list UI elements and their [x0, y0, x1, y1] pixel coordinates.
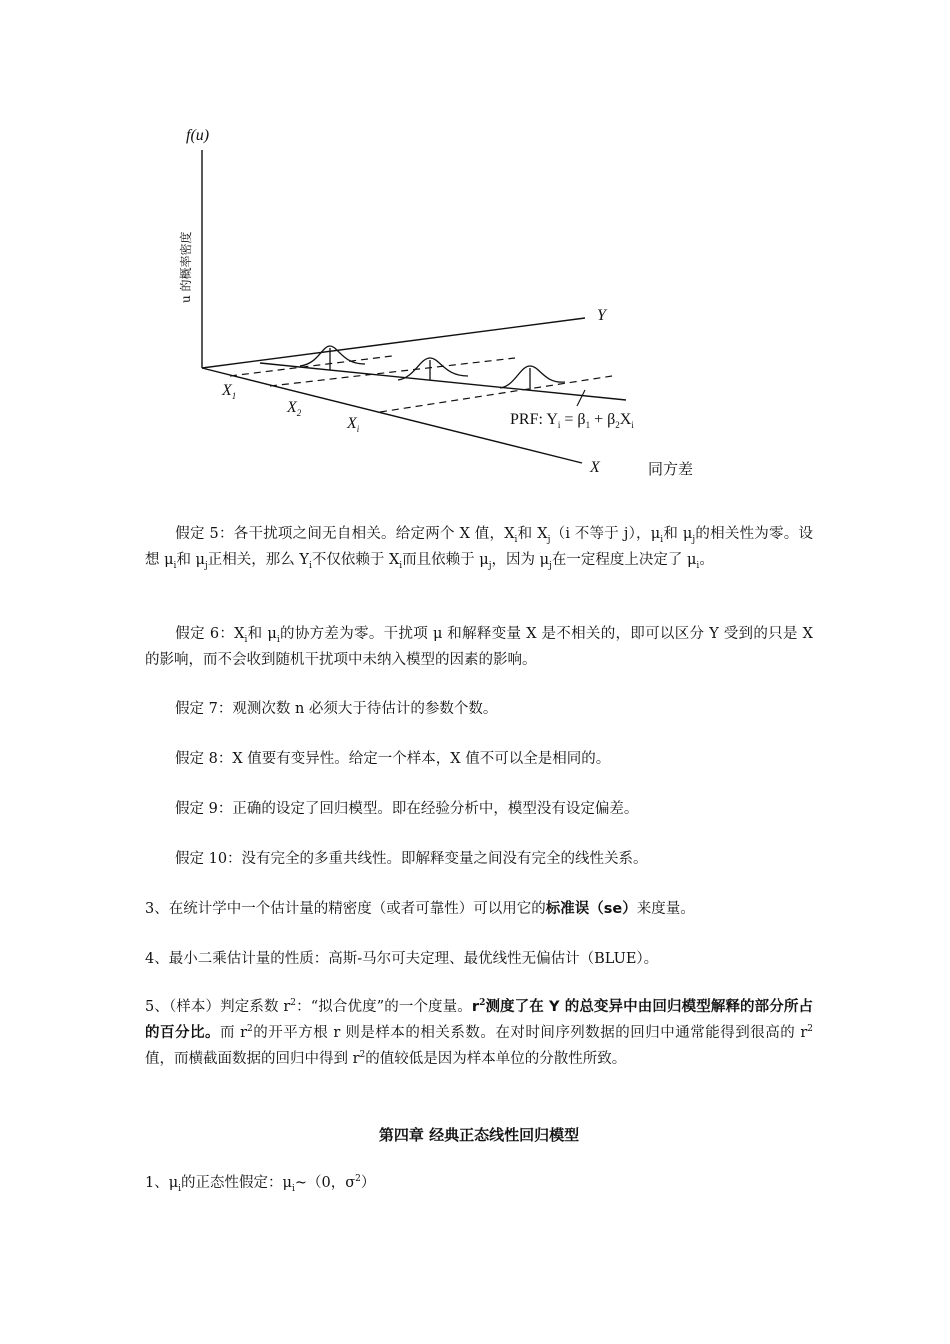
density-curve-3	[500, 366, 565, 388]
item-3: 3、在统计学中一个估计量的精密度（或者可靠性）可以用它的标准误（se）来度量。	[145, 901, 695, 917]
item-4: 4、最小二乘估计量的性质：高斯-马尔可夫定理、最优线性无偏估计（BLUE）。	[145, 951, 659, 967]
prf-line	[260, 363, 626, 400]
x1-label: $X_1$	[222, 382, 237, 402]
xi-label: $X_i$	[347, 415, 360, 435]
assumption-6: 假定 6：$X_i$和 $\mu_i$的协方差为零。干扰项 μ 和解释变量 X 是不相关的，即可以区分 Y 受到的只是 X 的影响，而不会收到随机干扰项中未纳入模型的因素的影响。	[145, 626, 813, 668]
x2-label: $X_2$	[287, 399, 302, 419]
figure-caption: 同方差	[648, 460, 694, 478]
chapter4-item-1: 1、$\mu_i$的正态性假定：$\mu_i\sim(0$，$\sigma^2$）	[145, 1174, 376, 1194]
y-axis-line	[202, 318, 585, 368]
assumption-5: 假定 5：各干扰项之间无自相关。给定两个 X 值，$X_i$和 $X_j(i$ 不等于 j），$\mu_i$和 $\mu_j$的相关性为零。设想 $\mu_i$和 $\mu_j$正相关，那么 $Y_i$不仅依赖于 $X_i$而且依赖于 $\mu_j$，因为 $\mu_j$在一定程度上决定了 $\mu_i$。	[145, 526, 814, 571]
chapter-title: 第四章 经典正态线性回归模型	[378, 1126, 580, 1144]
density-curve-2	[398, 358, 468, 380]
y-axis-label: Y	[597, 307, 606, 324]
assumption-10: 假定 10：没有完全的多重共线性。即解释变量之间没有完全的线性关系。	[175, 851, 648, 867]
x-axis-label: X	[590, 459, 600, 476]
prf-pointer	[577, 390, 585, 406]
assumption-9: 假定 9：正确的设定了回归模型。即在经验分析中，模型没有设定偏差。	[175, 801, 639, 817]
assumption-7: 假定 7：观测次数 n 必须大于待估计的参数个数。	[175, 701, 498, 717]
density-curves	[300, 346, 565, 390]
prf-equation: PRF: $Y_i = \beta_1 + \beta_2X_i$	[510, 411, 634, 431]
figure-graphic	[160, 118, 720, 490]
assumption-8: 假定 8：X 值要有变异性。给定一个样本，X 值不可以全是相同的。	[175, 751, 611, 767]
f-axis-label: f(u)	[186, 127, 210, 144]
homoscedasticity-figure	[160, 118, 720, 490]
item-5: 5、（样本）判定系数 $r^2$：“拟合优度”的一个度量。$r^2$测度了在 Y 的总变异中由回归模型解释的部分所占的百分比。而 $r^2$的开平方根 r 则是样本的相关系数。在对时间序列数据的回归中通常能得到很高的 $r^2$值，而横截面数据的回归中得到 $r^2$的值较低是因为样本单位的分散性所致。	[145, 998, 814, 1067]
density-curve-1	[300, 346, 365, 366]
density-axis-label: u 的概率密度	[179, 231, 193, 303]
